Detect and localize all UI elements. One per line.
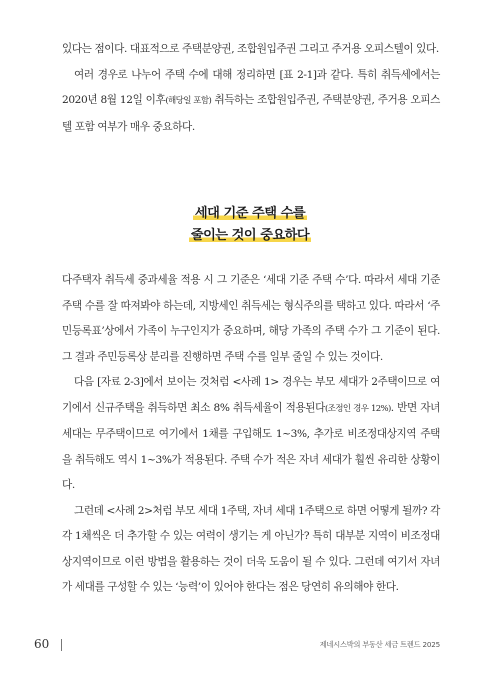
section-heading-line-2: 줄이는 것이 중요하다 [190,228,310,243]
body-paragraph-3: 그런데 <사례 2>처럼 부모 세대 1주택, 자녀 세대 1주택으로 하면 어떻게 될까? 각각 1채씩은 더 추가할 수 있는 여력이 생기는 게 아닌가? 특히 대부분 지역이 비조정대상지역이므로 이런 방법을 활용하는 것이 더욱 도움이 될 수 있다. 그런데 여기서 자녀가 세대를 구성할 수 있는 ‘능력’이 있어야 한다는 점은 당연히 유의해야 한다. [62,504,440,593]
intro-paragraph-2-part-b: 취득하는 조합원입주권, 주택분양권, 주거용 오피스텔 포함 여부가 매우 중요하다. [62,94,440,133]
intro-paragraph-1: 있다는 점이다. 대표적으로 주택분양권, 조합원입주권 그리고 주거용 오피스텔이 있다. [62,43,439,55]
body-text-block [62,268,440,601]
intro-paragraph-2 [62,63,440,141]
body-paragraph-1: 다주택자 취득세 중과세율 적용 시 그 기준은 ‘세대 기준 주택 수’다. 따라서 세대 기준 주택 수를 잘 따져봐야 하는데, 지방세인 취득세는 형식주의를 택하고 있다. 따라서 ‘주민등록표’상에서 가족이 누구인지가 중요하며, 해당 가족의 주택 수가 그 기준이 된다. 그 결과 주민등록상 분리를 진행하면 주택 수를 일부 줄일 수 있는 것이다. [62,274,440,363]
body-paragraph-2 [62,370,440,499]
intro-text-block [62,37,440,140]
intro-paragraph-2-note: (해당일 포함) [165,96,212,106]
body-paragraph-2-part-a: 다음 [자료 2-3]에서 보이는 것처럼 <사례 1> 경우는 부모 세대가 2주택이므로 여기에서 신규주택을 취득하면 최소 8% 취득세율이 적용된다 [62,376,440,414]
running-footer-title: 제네시스박의 부동산 세금 트렌드 2025 [319,640,440,649]
body-paragraph-2-part-b: . 반면 자녀 세대는 무주택이므로 여기에서 1채를 구입해도 1~3%, 추가로 비조정대상지역 주택을 취득해도 역시 1~3%가 적용된다. 주택 수가 적은 자녀 세대가 훨씬 유리한 상황이다. [62,401,440,491]
page-number: 60 [34,637,50,651]
footer-divider [61,639,62,651]
section-heading-line-1: 세대 기준 주택 수를 [194,206,306,221]
intro-paragraph-2-part-a: 여러 경우로 나누어 주택 수에 대해 정리하면 [표 2-1]과 같다. 특히 취득세에서는 2020년 8월 12일 이후 [62,68,440,106]
body-paragraph-2-note: (조정인 경우 12%) [324,403,391,414]
section-heading [0,203,500,247]
